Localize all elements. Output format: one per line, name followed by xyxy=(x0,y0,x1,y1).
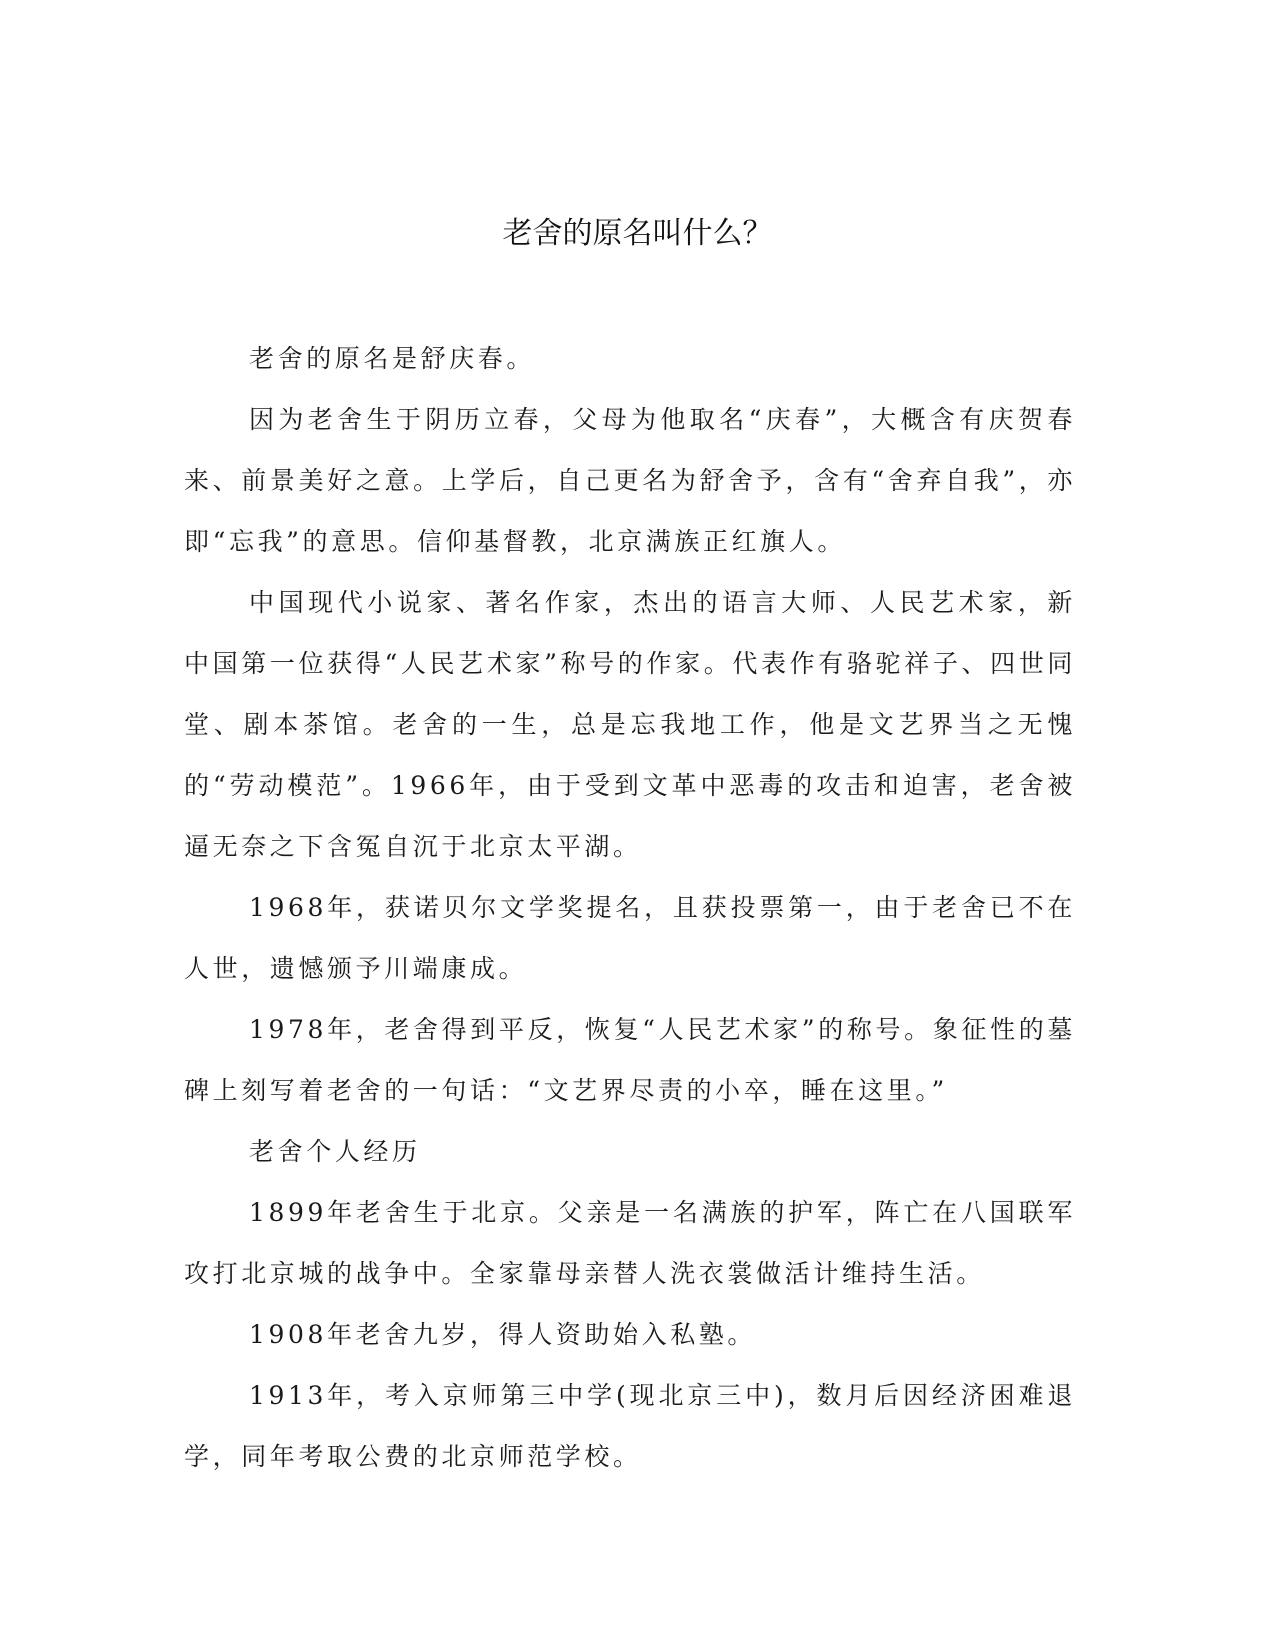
document-title: 老舍的原名叫什么？ xyxy=(502,216,773,251)
paragraph-original-name: 老舍的原名是舒庆春。 xyxy=(249,344,536,373)
document-body xyxy=(184,328,1076,1487)
section-heading-personal-history: 老舍个人经历 xyxy=(249,1137,421,1166)
paragraph-1899: 1899年老舍生于北京。父亲是一名满族的护军，阵亡在八国联军攻打北京城的战争中。全家靠母亲替人洗衣裳做活计维持生活。 xyxy=(184,1198,1076,1288)
paragraph-name-meaning: 因为老舍生于阴历立春，父母为他取名“庆春”，大概含有庆贺春来、前景美好之意。上学后，自己更名为舒舍予，含有“舍弃自我”，亦即“忘我”的意思。信仰基督教，北京满族正红旗人。 xyxy=(184,405,1076,556)
paragraph-1908: 1908年老舍九岁，得人资助始入私塾。 xyxy=(249,1320,757,1349)
paragraph-rehabilitation: 1978年，老舍得到平反，恢复“人民艺术家”的称号。象征性的墓碑上刻写着老舍的一句话：“文艺界尽责的小卒，睡在这里。” xyxy=(184,1015,1076,1105)
paragraph-nobel-nomination: 1968年，获诺贝尔文学奖提名，且获投票第一，由于老舍已不在人世，遗憾颁予川端康成。 xyxy=(184,893,1076,983)
paragraph-1913: 1913年，考入京师第三中学(现北京三中)，数月后因经济困难退学，同年考取公费的北京师范学校。 xyxy=(184,1381,1076,1471)
paragraph-career: 中国现代小说家、著名作家，杰出的语言大师、人民艺术家，新中国第一位获得“人民艺术家”称号的作家。代表作有骆驼祥子、四世同堂、剧本茶馆。老舍的一生，总是忘我地工作，他是文艺界当之无愧的“劳动模范”。1966年，由于受到文革中恶毒的攻击和迫害，老舍被逼无奈之下含冤自沉于北京太平湖。 xyxy=(184,588,1076,861)
